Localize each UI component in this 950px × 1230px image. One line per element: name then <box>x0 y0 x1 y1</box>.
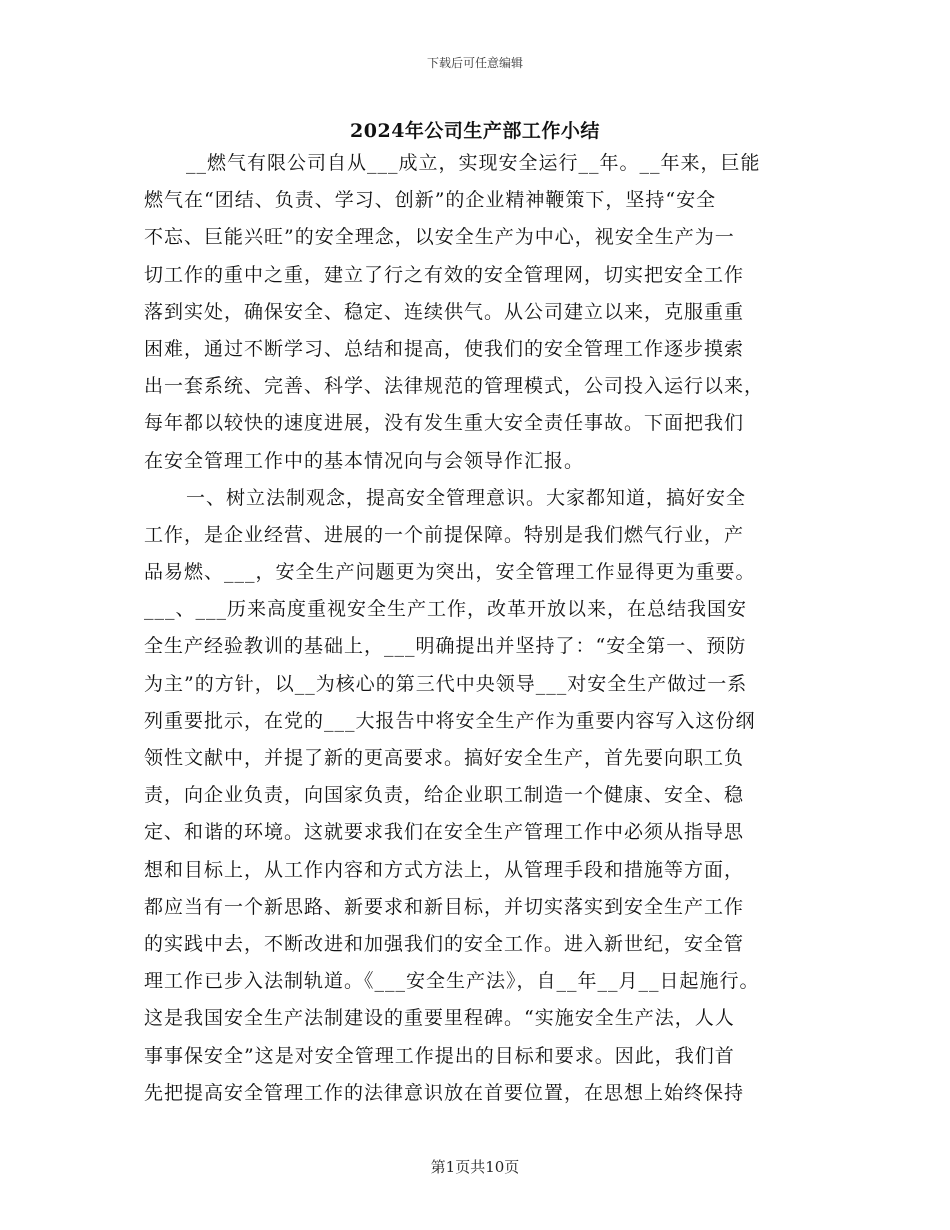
paragraph-line: 责，向企业负责，向国家负责，给企业职工制造一个健康、安全、稳 <box>144 784 745 807</box>
paragraph-line: ___、___历来高度重视安全生产工作，改革开放以来，在总结我国安 <box>144 598 748 621</box>
header-note: 下载后可任意编辑 <box>426 56 523 70</box>
paragraph-line: 列重要批示，在党的___大报告中将安全生产作为重要内容写入这份纲 <box>144 709 756 732</box>
paragraph-line: 一、树立法制观念，提高安全管理意识。大家都知道，搞好安全 <box>186 486 747 509</box>
paragraph-line: 落到实处，确保安全、稳定、连续供气。从公司建立以来，克服重重 <box>144 300 745 323</box>
paragraph-line: 的实践中去，不断改进和加强我们的安全工作。进入新世纪，安全管 <box>144 932 745 955</box>
paragraph-line: 理工作已步入法制轨道。《___安全生产法》，自__年__月__日起施行。 <box>144 970 760 993</box>
paragraph-line: 都应当有一个新思路、新要求和新目标，并切实落实到安全生产工作 <box>144 895 745 918</box>
paragraph-line: __燃气有限公司自从___成立，实现安全运行__年。__年来，巨能 <box>186 152 761 174</box>
paragraph-line: 切工作的重中之重，建立了行之有效的安全管理网，切实把安全工作 <box>144 263 745 286</box>
paragraph-line: 领性文献中，并提了新的更高要求。搞好安全生产，首先要向职工负 <box>144 747 745 769</box>
paragraph-line: 定、和谐的环境。这就要求我们在安全生产管理工作中必须从指导思 <box>144 821 745 844</box>
paragraph-line: 工作，是企业经营、进展的一个前提保障。特别是我们燃气行业，产 <box>144 523 745 546</box>
paragraph-line: 在安全管理工作中的基本情况向与会领导作汇报。 <box>144 449 585 472</box>
document-title: 2024年公司生产部工作小结 <box>350 120 600 142</box>
paragraph-line: 每年都以较快的速度进展，没有发生重大安全责任事故。下面把我们 <box>144 412 745 435</box>
paragraph-line: 全生产经验教训的基础上，___明确提出并坚持了：“安全第一、预防 <box>144 635 747 658</box>
paragraph-line: 不忘、巨能兴旺”的安全理念，以安全生产为中心，视安全生产为一 <box>144 226 735 249</box>
paragraph-line: 品易燃、___，安全生产问题更为突出，安全管理工作显得更为重要。 <box>144 561 756 584</box>
paragraph-line: 事事保安全”这是对安全管理工作提出的目标和要求。因此，我们首 <box>144 1044 735 1067</box>
paragraph-line: 出一套系统、完善、科学、法律规范的管理模式，公司投入运行以来， <box>144 375 765 398</box>
paragraph-line: 为主”的方针，以__为核心的第三代中央领导___对安全生产做过一系 <box>144 672 748 695</box>
paragraph-line: 先把提高安全管理工作的法律意识放在首要位置，在思想上始终保持 <box>144 1081 745 1104</box>
paragraph-line: 燃气在“团结、负责、学习、创新”的企业精神鞭策下，坚持“安全 <box>144 189 717 212</box>
page-footer: 第1页共10页 <box>430 1158 520 1176</box>
paragraph-line: 想和目标上，从工作内容和方式方法上，从管理手段和措施等方面， <box>144 858 745 881</box>
paragraph-line: 这是我国安全生产法制建设的重要里程碑。“实施安全生产法，人人 <box>144 1007 735 1030</box>
document-body <box>144 145 816 1112</box>
paragraph-line: 困难，通过不断学习、总结和提高，使我们的安全管理工作逐步摸索 <box>144 337 745 360</box>
